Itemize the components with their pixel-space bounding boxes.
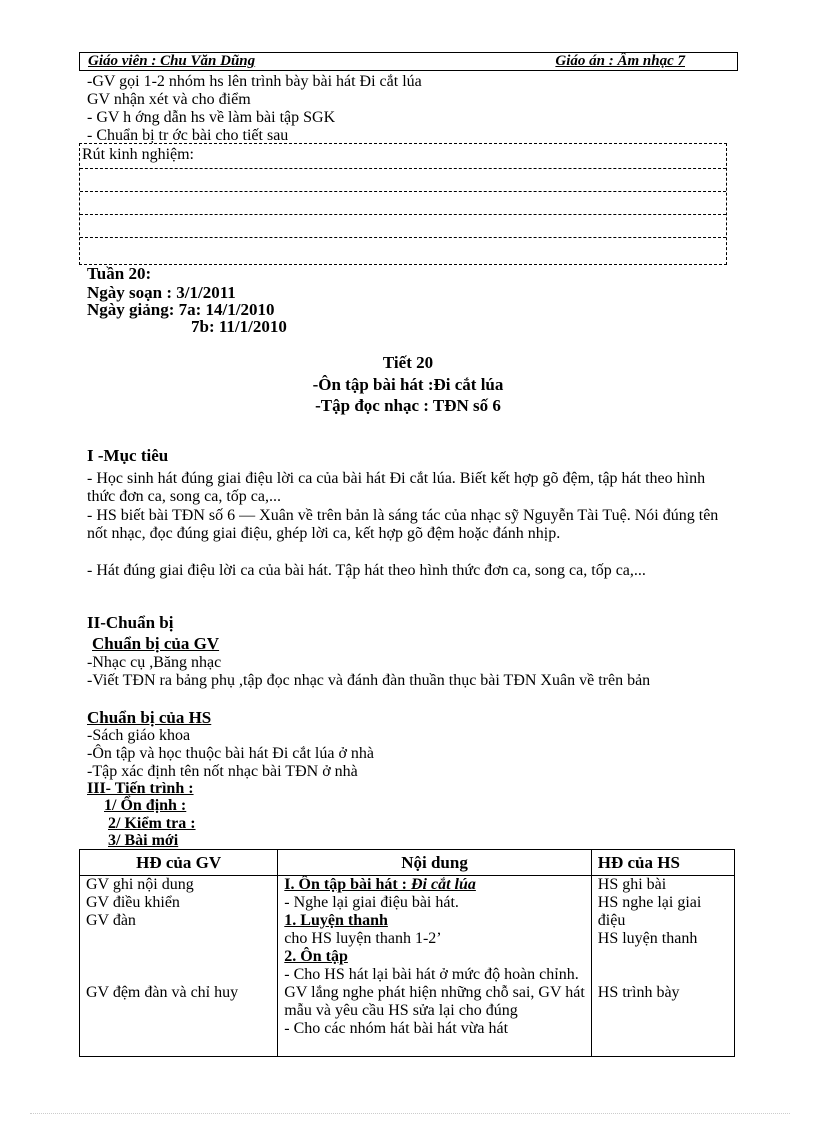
experience-label: Rút kinh nghiệm: — [82, 146, 194, 163]
process-heading: III- Tiến trình : — [87, 780, 194, 797]
gv-cell: GV ghi nội dung — [86, 876, 194, 893]
experience-row-line — [80, 191, 726, 192]
content-section-title — [284, 876, 584, 894]
content-column — [278, 876, 591, 1057]
gv-cell: GV điều khiển — [86, 894, 180, 911]
experience-row-line — [80, 168, 726, 169]
hs-prep-2: -Ôn tập và học thuộc bài hát Đi cắt lúa ở nhà — [87, 745, 375, 762]
top-line-1: -GV gọi 1-2 nhóm hs lên trình bày bài hát Đi cắt lúa — [87, 73, 422, 90]
table-row — [80, 876, 735, 1057]
gv-prep-2: -Viết TĐN ra bảng phụ ,tập đọc nhạc và đánh đàn thuần thục bài TĐN Xuân về trên bản — [87, 672, 651, 689]
page-header — [79, 52, 738, 71]
hs-prep-3: -Tập xác định tên nốt nhạc bài TĐN ở nhà — [87, 763, 358, 780]
experience-box — [79, 143, 727, 265]
hs-prep-heading: Chuẩn bị của HS — [87, 708, 212, 727]
gv-spacer — [86, 930, 271, 984]
teach-date-7b: 7b: 11/1/2010 — [191, 317, 287, 336]
activity-table — [79, 849, 735, 1057]
process-step-3: 3/ Bài mới — [108, 832, 179, 849]
process-step-2: 2/ Kiểm tra : — [108, 815, 196, 832]
table-header-hs: HĐ của HS — [591, 850, 734, 876]
hs-cell: HS nghe lại giai điệu — [597, 894, 702, 929]
table-header-content: Nội dung — [278, 850, 591, 876]
hs-cell: HS trình bày — [597, 984, 680, 1001]
hs-cell: HS luyện thanh — [597, 930, 698, 947]
experience-row-line — [80, 237, 726, 238]
hs-prep-1: -Sách giáo khoa — [87, 727, 191, 744]
objectives-heading: I -Mục tiêu — [87, 446, 169, 465]
gv-cell: GV đàn — [86, 912, 136, 929]
content-line: cho HS luyện thanh 1-2’ — [284, 930, 442, 947]
top-line-3: - GV h ớng dẫn hs về làm bài tập SGK — [87, 109, 336, 126]
gv-spacer — [86, 1002, 271, 1056]
content-line: - Nghe lại giai điệu bài hát. — [284, 894, 459, 911]
hs-spacer — [598, 948, 728, 984]
experience-row-line — [80, 214, 726, 215]
objective-3: - Hát đúng giai điệu lời ca của bài hát. Tập hát theo hình thức đơn ca, song ca, tốp ca,... — [87, 562, 646, 579]
teach-date-7a: Ngày giảng: 7a: 14/1/2010 — [87, 300, 275, 319]
content-subheading: 2. Ôn tập — [284, 948, 348, 965]
lesson-title-1: -Ôn tập bài hát :Đi cắt lúa — [312, 375, 504, 394]
lesson-title-2: -Tập đọc nhạc : TĐN số 6 — [315, 396, 501, 415]
hs-column — [591, 876, 734, 1057]
table-header-gv: HĐ của GV — [80, 850, 278, 876]
content-line: - Cho HS hát lại bài hát ở mức độ hoàn chỉnh. GV lắng nghe phát hiện những chỗ sai, GV hát mẫu và yêu cầu HS sửa lại cho đúng — [284, 966, 585, 1019]
prep-date: Ngày soạn : 3/1/2011 — [87, 283, 236, 302]
table-header-row — [80, 850, 735, 876]
lesson-number: Tiết 20 — [382, 353, 434, 372]
page-bottom-divider — [30, 1113, 790, 1114]
gv-prep-heading: Chuẩn bị của GV — [92, 634, 220, 653]
objective-2: - HS biết bài TĐN số 6 — Xuân về trên bản là sáng tác của nhạc sỹ Nguyễn Tài Tuệ. Nói đúng tên nốt nhạc, đọc đúng giai điệu, ghép lời ca, kết hợp gõ đệm hoặc đánh nhịp. — [87, 507, 719, 542]
process-step-1: 1/ Ổn định : — [104, 797, 187, 814]
hs-cell: HS ghi bài — [597, 876, 667, 893]
top-line-2: GV nhận xét và cho điểm — [87, 91, 251, 108]
content-subheading: 1. Luyện thanh — [284, 912, 388, 929]
objective-1: - Học sinh hát đúng giai điệu lời ca của bài hát Đi cắt lúa. Biết kết hợp gõ đệm, tập hát theo hình thức đơn ca, song ca, tốp ca,... — [87, 470, 706, 505]
preparation-heading: II-Chuẩn bị — [87, 613, 174, 632]
content-line: - Cho các nhóm hát bài hát vừa hát — [284, 1020, 509, 1037]
gv-prep-1: -Nhạc cụ ,Băng nhạc — [87, 654, 222, 671]
teacher-name: Giáo viên : Chu Văn Dũng — [88, 53, 256, 69]
gv-column — [80, 876, 278, 1057]
section-title-text: I. Ôn tập bài hát : — [284, 876, 411, 893]
week-label: Tuần 20: — [87, 264, 152, 283]
subject-label: Giáo án : Âm nhạc 7 — [555, 53, 685, 69]
gv-cell: GV đệm đàn và chỉ huy — [86, 984, 239, 1001]
section-song-name: Đi cắt lúa — [411, 876, 476, 893]
top-line-4: - Chuẩn bị tr ớc bài cho tiết sau — [87, 127, 289, 144]
